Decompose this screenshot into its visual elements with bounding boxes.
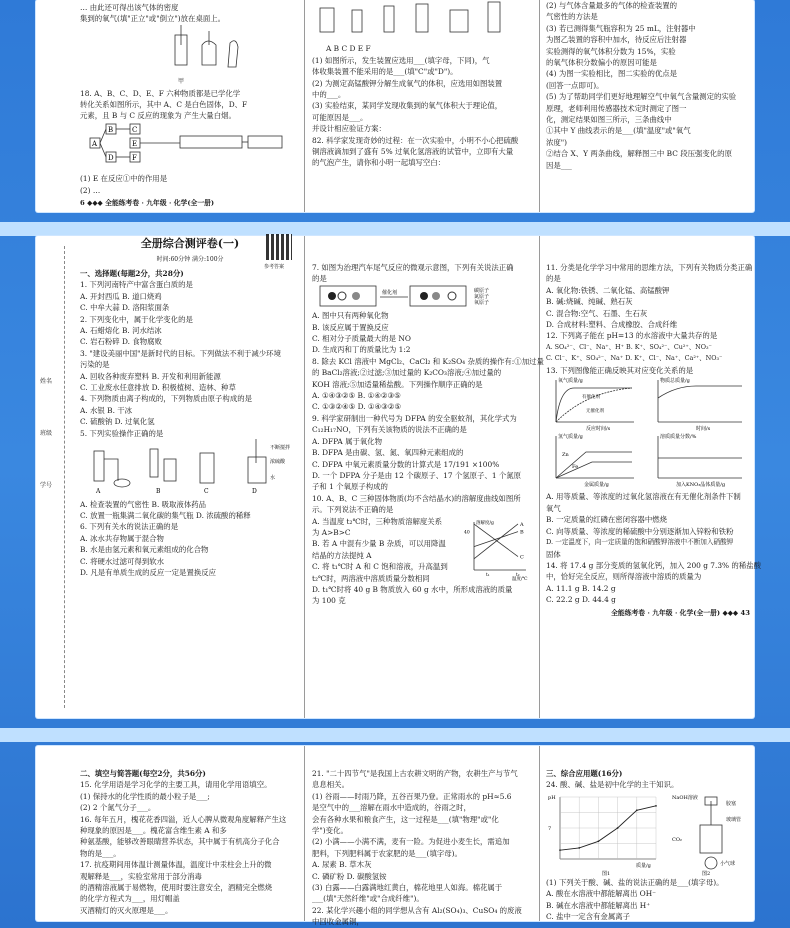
text-line: (3) 若已测得集气瓶容积为 25 mL，注射器中 [546,23,696,33]
question-line: A. 酸在水溶液中都能解离出 OH⁻ [546,889,657,899]
question-line: C. 盐中一定含有金属离子 [546,912,630,922]
question-line: 中回收金属铜， [312,917,364,927]
question-line: 学")变化。 [312,826,348,836]
mid-right-column [546,236,761,718]
question-line: B. 若 A 中混有少量 B 杂质，可以用降温 [312,539,446,549]
question-line: 的是 [546,274,561,284]
question-line: 16. 每年五月，槐花花香四溢，近人心脾从微观角度解释产生这 [80,814,287,824]
page-number: 6 [80,199,85,208]
question-line: 2. 下列变化中，属于化学变化的是 [80,314,193,324]
question-line: 氧气 [546,503,561,513]
text-line: 的气泡产生，请你和小明一起填写空白： [312,158,446,168]
q13-graphs [546,376,750,488]
question-line: 物的是___。 [80,848,121,858]
legend-oxygen: 氧原子 [474,299,490,306]
section-heading: 二、填空与简答题(每空2分，共56分) [80,769,206,778]
annot-stir: 不断搅拌 [270,445,291,452]
annot-acid: 浓硫酸 [270,459,286,466]
question-line: A. SO₄²⁻、Cl⁻、Na⁺、H⁺ B. K⁺、SO₄²⁻、Cu²⁺、NO₃⁻ [546,342,712,351]
text-line: ①其中 Y 曲线表示的是___(填"温度"或"氧气 [546,126,691,136]
graph-a-curve1: 有催化剂 [582,395,600,401]
question-line: B. 一定质量的红磷在密闭容器中燃烧 [546,515,667,525]
x-tick-label: t₂ [516,572,520,578]
figure-labels: A B C D E F [326,44,371,54]
series-label-B: B [520,529,524,536]
graph-c [556,433,634,488]
question-line: 为 A>B>C [312,527,351,537]
question-line: D. 凡是有单质生成的反应一定是置换反应 [80,567,217,577]
question-line: 12. 下列离子能在 pH=13 的水溶液中大量共存的是 [546,331,718,341]
fig2-caption: 图2 [702,870,711,877]
fig5-label-d: D [252,488,257,496]
text-line: (4) 为图一实验相比，图二实验的优点是 [546,69,678,79]
transformation-diagram [80,122,300,170]
text-line: (5) 为了帮助同学们更好地理解空气中氧气含量测定的实验 [546,92,737,102]
question-line: 种现象的原因是___。槐花富含维生素 A 和多 [80,826,227,836]
text-line: 体收集装置不能采用的是___(填"C"或"D")。 [312,67,458,77]
top-sheet [36,0,754,212]
question-line: (3) 白露——白露满地红黄白，棉花地里人如海。棉花属于 [312,883,503,893]
question-line: 3. "建设美丽中国"是新时代的目标。下列做法不利于减少环境 [80,348,281,358]
graph-c-ylabel: 氢气质量/g [558,434,583,441]
page-footer: 全能练考卷 · 九年级 · 化学(全一册) ◆◆◆ 43 [611,608,750,617]
question-line: C. 岩石粉碎 D. 食物腐败 [80,337,162,347]
question-line: 的 BaCl₂溶液;②过滤;③加过量的 K₂CO₃溶液;④加过量的 [312,368,502,378]
question-line: A. 回收各种废弃塑料 B. 开发和利用新能源 [80,371,221,381]
svg-text:A: A [92,139,98,148]
text-line: (2) 与气体含量最多的气体的检查装置的 [546,1,678,10]
question-line: A. 用等质量、等浓度的过氧化氢溶液在有无催化剂条件下制 [546,492,741,502]
footer-text: 全能练考卷 · 九年级 · 化学(全一册) [105,199,215,208]
question-line: 11. 分类是化学学习中常用的思维方法，下列有关物质分类正确 [546,263,753,272]
label-naoh: NaOH溶液 [672,794,698,801]
side-label-class: 班级 [40,430,53,437]
legend-nitrogen: 氮原子 [474,293,490,300]
annot-water: 水 [270,475,276,482]
qr-caption: 参考答案 [264,264,285,270]
question-line: A. 水银 B. 干冰 [80,405,133,415]
bottom-mid-column [312,746,534,927]
graph-c-curve1: Zn [562,452,569,459]
label-stopper: 胶塞 [726,800,737,807]
y-axis-label: pH [548,794,556,801]
question-line: 5. 下列实验操作正确的是 [80,428,164,438]
separator-band [0,728,790,742]
question-line: 10. A、B、C 三种固体物质(均不含结晶水)的溶解度曲线如图所 [312,493,521,503]
question-line: 的酒精溶液属于易燃物，使用时要注意安全，酒精完全燃烧 [80,883,273,893]
fig1-caption: 图1 [602,870,611,877]
question-line: C. 放置一瓶集满二氧化碳的集气瓶 D. 浓硫酸的稀释 [80,510,251,520]
middle-sheet [36,236,761,718]
text-line: 铜溶液滴加到了盛有 5% 过氧化氢溶液的试管中，立即有大量 [312,147,514,157]
legend-carbon: 碳原子 [474,287,490,294]
question-line: C. 22.2 g D. 44.4 g [546,595,616,605]
question-line: 6. 下列有关水的说法正确的是 [80,522,179,532]
text-line: 集到的氧气(填"正立"或"倒立")放在桌面上。 [80,14,226,24]
graph-a-ylabel: 氧气质量/g [558,378,583,385]
graph-b [658,377,742,432]
question-line: 息息相关。 [312,780,349,790]
question-line: ___(填"天然纤维"或"合成纤维")。 [312,894,424,904]
question-line: C. 磷矿粉 D. 碳酸氢铵 [312,871,387,881]
q5-apparatus-figure [80,439,300,495]
question-line: 24. 酸、碱、盐是初中化学的主干知识。 [546,780,679,790]
footer-text: 全能练考卷 · 九年级 · 化学(全一册) [611,608,721,617]
question-line: A. 检查装置的气密性 B. 吸取液体药品 [80,499,206,509]
apparatus-figure [80,25,240,81]
top-mid-column [312,0,534,212]
graph-a-xlabel: 反应时间/s [586,426,611,433]
text-line: (1) E 在反应①中的作用是 [80,174,168,184]
text-line: (1) 如图所示，发生装置应选用___(填字母，下同)，气 [312,55,490,65]
question-line: KOH 溶液;⑤加适量稀盐酸。下列操作顺序正确的是 [312,379,483,389]
label-balloon: 小气球 [720,860,736,867]
question-line: A. ①④③②⑤ B. ①④②③⑤ [312,391,401,401]
question-line: B. 碱:烧碱、纯碱、熟石灰 [546,297,633,307]
question-line: A. 氧化物:铁锈、二氧化锰、高锰酸钾 [546,285,670,295]
side-labels [40,356,72,512]
question-line: C. 将 t₁℃时 A 和 C 饱和溶液，升高温到 [312,562,448,572]
question-line: 观解释是___，实验室常用于部分消毒 [80,871,202,881]
question-line: D. 生成丙和丁的质量比为 1:2 [312,345,411,355]
text-line: 转化关系如图所示，其中 A、C 是白色固体，D、F [80,100,248,110]
bottom-right-column [546,746,750,921]
text-line: 并设计相应验证方案： [312,124,386,134]
section-heading: 一、选择题(每题2分，共28分) [80,269,184,278]
section-heading: 三、综合应用题(16分) [546,769,623,778]
question-line: (1) 保持水的化学性质的最小粒子是___; [80,791,210,801]
question-line: 固体 [546,549,561,559]
question-line: 21. "二十四节气"是我国上古农耕文明的产物，农耕生产与节气 [312,769,518,778]
text-line: 可能原因是___。 [312,112,368,122]
question-line: D. 合成材料:塑料、合成橡胶、合成纤维 [546,320,678,330]
question-line: A. DFPA 属于氧化物 [312,436,383,446]
question-line: A. 石蜡熔化 B. 河水结冰 [80,326,162,336]
graph-a [556,377,634,432]
question-line: C. 工业废水任意排放 D. 积极植树、造林、种草 [80,383,236,393]
question-line: B. 水是由氢元素和氧元素组成的化合物 [80,545,209,555]
question-line: A. 图中只有两种氧化物 [312,311,389,321]
question-line: 中，恰好完全反应，则所得溶液中溶质的质量为 [546,572,702,582]
text-line: 中的___。 [312,90,346,100]
svg-text:B: B [108,125,114,134]
question-line: A. 尿素 B. 草木灰 [312,860,372,870]
text-line: … 由此还可得出该气体的密度 [80,3,179,12]
question-line: 的化学方程式为___，用灯帽盖 [80,894,180,904]
question-line: 1. 下列河南特产中富含蛋白质的是 [80,280,193,290]
q10-block [312,516,534,584]
question-line: 种氨基酸，能够改善眼睛营养状态，其中属于有机高分子化合 [80,837,280,847]
graph-c-xlabel: 金属质量/g [584,482,609,489]
text-line: 因是___ [546,160,572,170]
y-axis-label: 溶解度/g [476,520,494,526]
question-line: (1) 下列关于酸、碱、盐的说法正确的是___(填字母)。 [546,877,724,887]
question-line: 示。下列说法不正确的是 [312,505,394,515]
text-line: (2) 为测定高锰酸钾分解生成氧气的体积，应选用如图装置 [312,78,503,88]
question-line: 13. 下列图像能正确反映其对应变化关系的是 [546,365,694,375]
question-line: 是空气中的___溶解在雨水中造成的，谷雨之时， [312,803,471,813]
svg-text:D: D [108,153,114,162]
question-line: 9. 科学家研制出一种代号为 DFPA 的安全驱蚊剂，其化学式为 [312,413,517,423]
text-line: 实验测得的氧气体积分数为 15%，实验 [546,46,676,56]
question-line: C. Cl⁻、K⁺、SO₄²⁻、Na⁺ D. K⁺、Cl⁻、Na⁺、Ca²⁺、NO₃⁻ [546,354,723,363]
separator-band [0,222,790,236]
question-line: 15. 化学用语是学习化学的主要工具，请用化学用语填空。 [80,780,272,790]
question-line: 8. 除去 KCl 溶液中 MgCl₂、CaCl₂ 和 K₂SO₄ 杂质的操作有:①加过量 [312,356,544,366]
question-line: D. 一个 DFPA 分子是由 12 个碳原子、17 个氢原子、1 个氮原 [312,470,522,480]
q24-figures [546,791,750,877]
question-line: 的是 [312,274,327,284]
question-line: 17. 抗疫期间用体温计测量体温，温度计中汞柱会上升的微 [80,860,272,870]
graph-d [658,433,742,488]
question-line: (2) 小满——小满不满，麦有一险。为促进小麦生长，需追加 [312,837,510,847]
question-line: 肥料，下列肥料属于农家肥的是___(填字母)。 [312,848,462,858]
x-axis-label: 质量/g [636,862,651,869]
text-line: 82. 科学家发现奇妙的过程：在一次实验中，小明不小心把硫酸 [312,135,519,145]
fig5-label-a: A [96,488,101,496]
question-line: C₁₂H₁₇NO，下列有关该物质的说法不正确的是 [312,425,467,435]
side-label-name: 姓名 [40,378,53,385]
question-line: D. t₁℃时将 40 g B 物质放入 60 g 水中，所形成溶液的质量 [312,584,513,594]
page-footer: 6 ◆◆◆ 全能练考卷 · 九年级 · 化学(全一册) [80,199,215,208]
page-number: 43 [740,608,750,617]
q7-micro-diagram [312,285,534,307]
question-line: C. 中牟大蒜 D. 洛阳浆面条 [80,303,170,313]
top-left-column [80,0,300,212]
question-line: C. 混合物:空气、石墨、生石灰 [546,308,648,318]
text-line: 原理，老师利用传感器技术定时测定了图一 [546,103,687,113]
svg-text:E: E [132,139,138,148]
question-line: 结晶的方法提纯 A [312,550,372,560]
question-line: B. 碱在水溶液中都能解离出 H⁺ [546,900,651,910]
text-line: (2) … [80,185,101,195]
x-tick-label: t₁ [486,572,490,578]
x-axis-label: 温度/℃ [512,576,528,582]
label-co2: CO₂ [672,836,682,843]
svg-text:F: F [132,153,137,162]
question-line: A. 当温度 t₂℃时，三种物质溶解度关系 [312,516,443,526]
text-line: (3) 实验结束，某同学发现收集到的氧气体积大于理论值， [312,101,503,111]
apparatus-row [312,0,534,40]
graph-b-xlabel: 时间/s [696,426,711,433]
question-line: C. 硫酸钠 D. 过氧化氢 [80,417,155,427]
question-line: t₂℃时，两溶液中溶质质量分数相同 [312,573,430,583]
graph-a-curve2: 无催化剂 [586,409,604,415]
bottom-left-column [80,746,300,921]
series-label-A: A [520,521,524,528]
graph-d-ylabel: 溶质质量分数/% [660,434,697,441]
top-right-column [546,0,750,212]
question-line: A. 11.1 g B. 14.2 g [546,583,616,593]
ph-chart [546,791,666,877]
question-line: 污染的是 [80,360,110,370]
question-line: 灭酒精灯的灭火原理是___。 [80,905,173,915]
question-line: A. 开封西瓜 B. 道口烧鸡 [80,291,162,301]
question-line: 会有各种水果和粮食产生，这一过程是___(填"物理"或"化 [312,814,499,824]
catalyst-label: 催化剂 [382,289,398,296]
text-line: 的氧气体积分数偏小的原因可能是 [546,58,657,68]
text-line: 浓度") [546,137,568,147]
qr-code [266,234,292,260]
question-line: A. 冰水共存物属于混合物 [80,533,164,543]
svg-text:C: C [132,125,138,134]
fig5-label-b: B [156,488,161,496]
question-line: 子和 1 个氧原子构成的 [312,482,388,492]
fig5-label-c: C [204,488,209,496]
question-line: C. 将硬水过滤可得到软水 [80,556,164,566]
y-tick-label: 40 [464,530,470,536]
graph-c-curve2: Fe [572,464,579,471]
series-line-B [474,531,518,546]
question-line: C. DFPA 中氧元素质量分数的计算式是 17/191 ×100% [312,459,500,469]
question-line: 为 100 克 [312,595,346,605]
figure-label: 甲 [178,78,185,86]
series-label-C: C [520,554,524,561]
question-line: 4. 下列物质由离子构成的，下列物质由原子构成的是 [80,394,252,404]
question-line: C. ①③②④⑤ D. ①④③②⑤ [312,402,402,412]
text-line: ②结合 X、Y 两条曲线，解释图三中 BC 段压强变化的原 [546,149,732,159]
question-line: C. 向等质量、等浓度的稀硫酸中分别逐渐加入锌粉和铁粉 [546,526,734,536]
text-line: 元素，且 B 与 C 反应的现象为 产生大量白烟。 [80,111,236,121]
mid-left-column [80,236,300,718]
question-line: B. 该反应属于置换反应 [312,322,389,332]
question-line: C. 相对分子质量最大的是 NO [312,334,411,344]
text-line: 18. A、B、C、D、E、F 六种物质都是已学化学 [80,88,241,98]
label-tube: 玻璃管 [726,816,742,823]
bottom-sheet [36,746,754,927]
side-label-id: 学号 [40,482,53,489]
exam-title: 全册综合测评卷(一) [140,237,240,250]
question-line: D. 一定温度下，向一定质量的饱和硝酸钾溶液中不断加入硝酸钾 [546,538,734,547]
question-line: 7. 如图为治理汽车尾气反应的微观示意图，下列有关说法正确 [312,263,514,272]
question-line: 22. 某化学兴趣小组的同学想从含有 Al₂(SO₄)₃、CuSO₄ 的废液 [312,905,522,915]
question-line: (2) 2 个氮气分子___。 [80,803,156,813]
y-tick-label: 7 [548,825,552,832]
mid-mid-column [312,236,544,718]
text-line: 气密性的方法是 [546,12,598,22]
text-line: 为图乙装置的容积中加水，待反应后注射器 [546,35,687,45]
text-line: 化，测定结果如图三所示，三条曲线中 [546,115,672,125]
text-line: (回答一点即可)。 [546,80,604,90]
question-line: 14. 将 17.4 g 部分变质的氢氧化钙，加入 200 g 7.3% 的稀盐酸 [546,560,761,570]
exam-subtitle: 时间:60分钟 满分:100分 [156,256,224,263]
graph-b-ylabel: 物质总质量/g [660,378,690,385]
solubility-chart [464,516,532,582]
question-line: (1) 谷雨——时雨乃降，五谷百果乃登。正常雨水的 pH≈5.6 [312,791,512,801]
graph-d-xlabel: 加入KNO₃晶体质量/g [676,482,726,489]
co2-apparatus-figure [672,791,750,877]
question-line: B. DFPA 是由碳、氢、氮、氧四种元素组成的 [312,448,464,458]
